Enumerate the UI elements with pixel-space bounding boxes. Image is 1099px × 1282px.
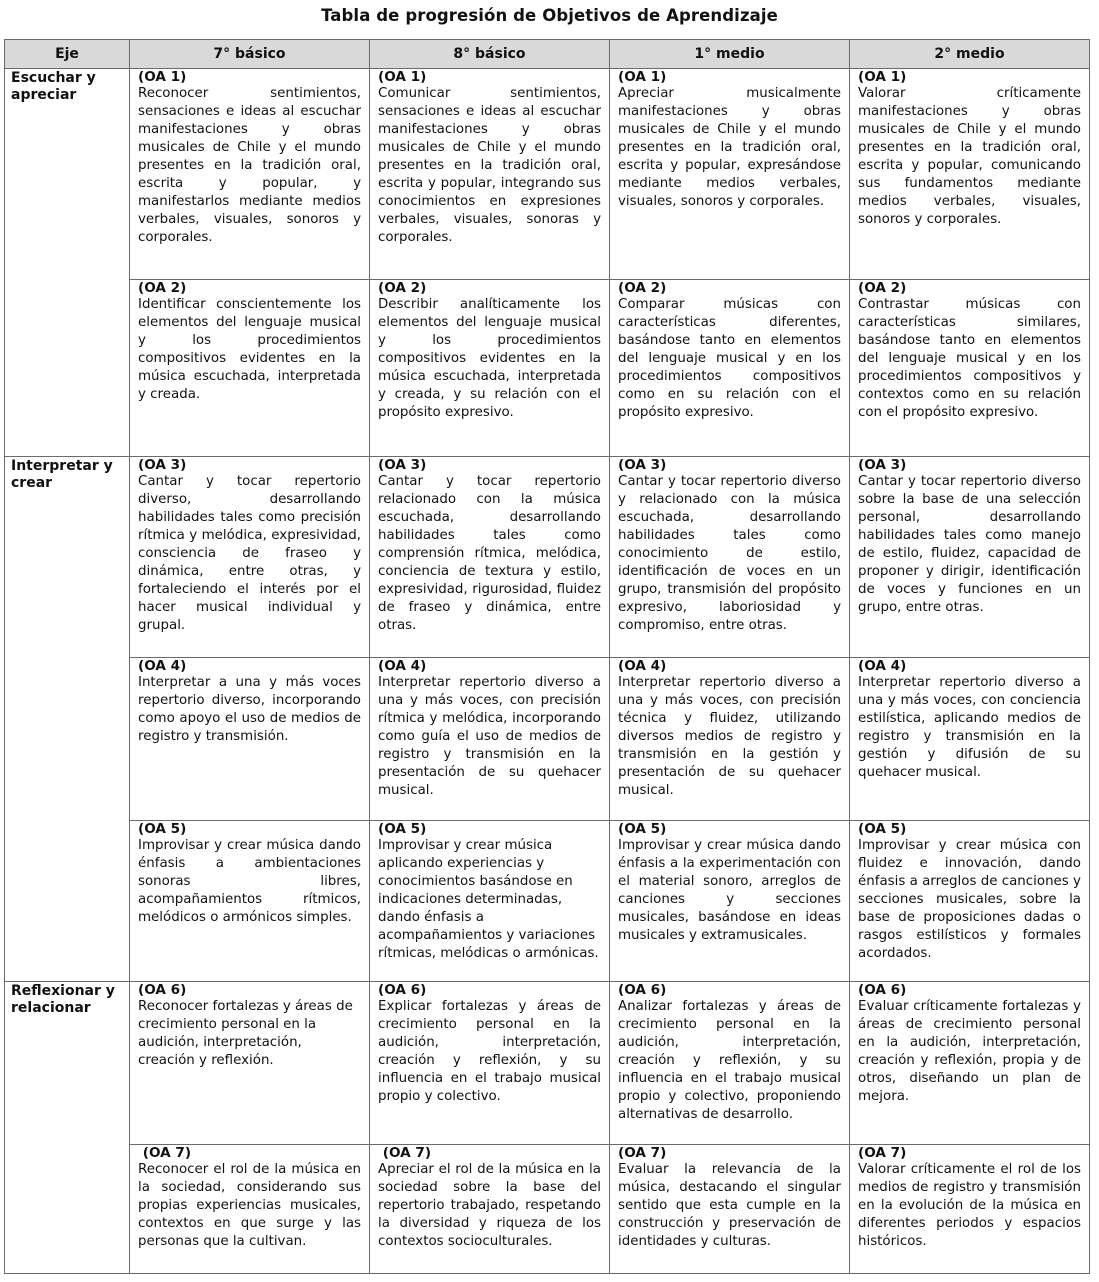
oa-label: (OA 5) (618, 821, 667, 837)
oa-cell (370, 280, 610, 457)
oa-text: Valorar críticamente el rol de los medios de registro y transmisión en la evolución de la música en diferentes periodos y espacios históricos. (858, 1162, 1081, 1249)
oa-label: (OA 4) (378, 658, 427, 674)
oa-cell (370, 982, 610, 1145)
oa-cell (130, 280, 370, 457)
oa-text: Cantar y tocar repertorio relacionado con la música escuchada, desarrollando habilidades tales como comprensión rítmica, melódica, conciencia de textura y estilo, expresividad, rigurosidad, fluidez de fraseo y dinámica, entre otras. (378, 474, 601, 633)
oa-text: Comparar músicas con características diferentes, basándose tanto en elementos del lenguaje musical y en los procedimientos compositivos como en su relación con el propósito expresivo. (618, 297, 841, 420)
header-7-basico: 7° básico (130, 40, 370, 69)
oa-cell (610, 658, 850, 821)
oa-cell (130, 457, 370, 658)
oa-label: (OA 7) (858, 1145, 907, 1161)
oa-text: Interpretar repertorio diverso a una y más voces, con conciencia estilística, aplicando medios de registro y transmisión en la gestión y difusión de su quehacer musical. (858, 675, 1081, 780)
oa-label: (OA 6) (618, 982, 667, 998)
axis-cell: Escuchar y apreciar (5, 69, 130, 457)
oa-label: (OA 3) (378, 457, 427, 473)
oa-text: Explicar fortalezas y áreas de crecimiento personal en la audición, interpretación, creación y reflexión, y su influencia en el trabajo musical propio y colectivo. (378, 999, 601, 1104)
oa-label: (OA 1) (858, 69, 907, 85)
header-row (5, 40, 1090, 69)
oa-cell (610, 821, 850, 982)
oa-text: Evaluar críticamente fortalezas y áreas de crecimiento personal en la audición, interpretación, creación y reflexión, propia y de otros, diseñando un plan de mejora. (858, 999, 1081, 1104)
oa-label: (OA 2) (858, 280, 907, 296)
table-row (5, 658, 1090, 821)
oa-text: Improvisar y crear música dando énfasis a ambientaciones sonoras libres, acompañamientos rítmicos, melódicos o armónicos simples. (138, 838, 361, 925)
header-1-medio: 1° medio (610, 40, 850, 69)
oa-label: (OA 1) (618, 69, 667, 85)
oa-text: Reconocer el rol de la música en la sociedad, considerando sus propias experiencias musicales, contextos en que surge y las personas que la cultivan. (138, 1162, 361, 1249)
oa-label: (OA 4) (138, 658, 187, 674)
oa-cell (130, 821, 370, 982)
oa-text: Comunicar sentimientos, sensaciones e ideas al escuchar manifestaciones y obras musicales de Chile y el mundo presentes en la tradición oral, escrita y popular, integrando sus conocimientos en expresiones verbales, visuales, sonoras y corporales. (378, 86, 601, 245)
header-eje: Eje (5, 40, 130, 69)
oa-label: (OA 5) (138, 821, 187, 837)
table-row (5, 821, 1090, 982)
page-title: Tabla de progresión de Objetivos de Aprendizaje (321, 6, 778, 25)
oa-text: Describir analíticamente los elementos del lenguaje musical y los procedimientos compositivos evidentes en la música escuchada, interpretada y creada, y su relación con el propósito expresivo. (378, 297, 601, 420)
oa-label: (OA 7) (378, 1145, 432, 1161)
oa-text: Interpretar repertorio diverso a una y más voces, con precisión rítmica y melódica, incorporando como guía el uso de medios de registro y transmisión en la presentación de su quehacer musical. (378, 675, 601, 798)
oa-cell (850, 1145, 1090, 1274)
oa-text: Cantar y tocar repertorio diverso, desarrollando habilidades tales como precisión rítmica y melódica, expresividad, consciencia de fraseo y dinámica, entre otras, y fortaleciendo el interés por el hacer musical individual y grupal. (138, 474, 361, 633)
oa-text: Interpretar a una y más voces repertorio diverso, incorporando como apoyo el uso de medios de registro y transmisión. (138, 675, 361, 744)
oa-cell (850, 69, 1090, 280)
oa-text: Analizar fortalezas y áreas de crecimiento personal en la audición, interpretación, creación y reflexión, y su influencia en el trabajo musical propio y colectivo, proponiendo alternativas de desarrollo. (618, 999, 841, 1122)
oa-cell (370, 69, 610, 280)
table-row (5, 69, 1090, 280)
oa-cell (610, 280, 850, 457)
oa-cell (610, 457, 850, 658)
oa-text: Reconocer sentimientos, sensaciones e ideas al escuchar manifestaciones y obras musicales de Chile y el mundo presentes en la tradición oral, escrita y popular, y manifestarlos mediante medios verbales, visuales, sonoros y corporales. (138, 86, 361, 245)
axis-cell: Reflexionar y relacionar (5, 982, 130, 1274)
oa-text: Cantar y tocar repertorio diverso sobre la base de una selección personal, desarrollando habilidades tales como manejo de estilo, fluidez, capacidad de proponer y dirigir, identificación de voces y funciones en un grupo, entre otras. (858, 474, 1081, 615)
oa-text: Cantar y tocar repertorio diverso y relacionado con la música escuchada, desarrollando habilidades tales como conocimiento de estilo, identificación de voces en un grupo, transmisión del propósito expresivo, laboriosidad y compromiso, entre otras. (618, 474, 841, 633)
progression-table (4, 39, 1090, 1274)
oa-cell (850, 457, 1090, 658)
table-row (5, 1145, 1090, 1274)
oa-label: (OA 3) (618, 457, 667, 473)
oa-text: Reconocer fortalezas y áreas de crecimiento personal en la audición, interpretación, creación y reflexión. (138, 999, 353, 1068)
oa-label: (OA 2) (138, 280, 187, 296)
axis-cell: Interpretar y crear (5, 457, 130, 982)
oa-text: Improvisar y crear música aplicando experiencias y conocimientos basándose en indicaciones determinadas, dando énfasis a acompañamientos y variaciones rítmicas, melódicas o armónicas. (378, 838, 599, 961)
oa-label: (OA 3) (138, 457, 187, 473)
oa-text: Improvisar y crear música con fluidez e innovación, dando énfasis a arreglos de canciones y secciones musicales, sobre la base de proposiciones dadas o rasgos estilísticos y formales acordados. (858, 838, 1081, 961)
oa-cell (370, 658, 610, 821)
oa-label: (OA 5) (378, 821, 427, 837)
oa-label: (OA 1) (378, 69, 427, 85)
oa-cell (850, 280, 1090, 457)
table-row (5, 982, 1090, 1145)
oa-cell (610, 1145, 850, 1274)
oa-cell (130, 658, 370, 821)
oa-cell (130, 982, 370, 1145)
oa-text: Interpretar repertorio diverso a una y más voces, con precisión técnica y fluidez, utilizando diversos medios de registro y transmisión en la gestión y presentación de su quehacer musical. (618, 675, 841, 798)
oa-label: (OA 4) (858, 658, 907, 674)
oa-cell (610, 69, 850, 280)
oa-label: (OA 6) (138, 982, 187, 998)
table-row (5, 280, 1090, 457)
oa-label: (OA 1) (138, 69, 187, 85)
oa-label: (OA 6) (378, 982, 427, 998)
oa-text: Identificar conscientemente los elementos del lenguaje musical y los procedimientos compositivos evidentes en la música escuchada, interpretada y creada. (138, 297, 361, 402)
oa-text: Apreciar musicalmente manifestaciones y obras musicales de Chile y el mundo presentes en la tradición oral, escrita y popular, expresándose mediante medios verbales, visuales, sonoros y corporales. (618, 86, 841, 209)
oa-cell (850, 658, 1090, 821)
oa-label: (OA 5) (858, 821, 907, 837)
oa-cell (850, 982, 1090, 1145)
oa-label: (OA 2) (618, 280, 667, 296)
oa-text: Valorar críticamente manifestaciones y obras musicales de Chile y el mundo presentes en la tradición oral, escrita y popular, comunicando sus fundamentos mediante medios verbales, visuales, sonoros y corporales. (858, 86, 1081, 227)
oa-cell (370, 1145, 610, 1274)
table-row (5, 457, 1090, 658)
oa-label: (OA 2) (378, 280, 427, 296)
oa-cell (370, 821, 610, 982)
oa-label: (OA 4) (618, 658, 667, 674)
oa-label: (OA 6) (858, 982, 907, 998)
oa-label: (OA 7) (138, 1145, 192, 1161)
oa-cell (610, 982, 850, 1145)
oa-text: Evaluar la relevancia de la música, destacando el singular sentido que esta cumple en la construcción y preservación de identidades y culturas. (618, 1162, 841, 1249)
oa-text: Contrastar músicas con características similares, basándose tanto en elementos del lenguaje musical y en los procedimientos compositivos y contextos como en su relación con el propósito expresivo. (858, 297, 1081, 420)
oa-cell (850, 821, 1090, 982)
oa-text: Improvisar y crear música dando énfasis a la experimentación con el material sonoro, arreglos de canciones y secciones musicales, basándose en ideas musicales y extramusicales. (618, 838, 841, 943)
oa-cell (130, 69, 370, 280)
oa-cell (130, 1145, 370, 1274)
oa-label: (OA 3) (858, 457, 907, 473)
oa-label: (OA 7) (618, 1145, 667, 1161)
header-8-basico: 8° básico (370, 40, 610, 69)
header-2-medio: 2° medio (850, 40, 1090, 69)
oa-text: Apreciar el rol de la música en la sociedad sobre la base del repertorio trabajado, respetando la diversidad y riqueza de los contextos socioculturales. (378, 1162, 601, 1249)
oa-cell (370, 457, 610, 658)
